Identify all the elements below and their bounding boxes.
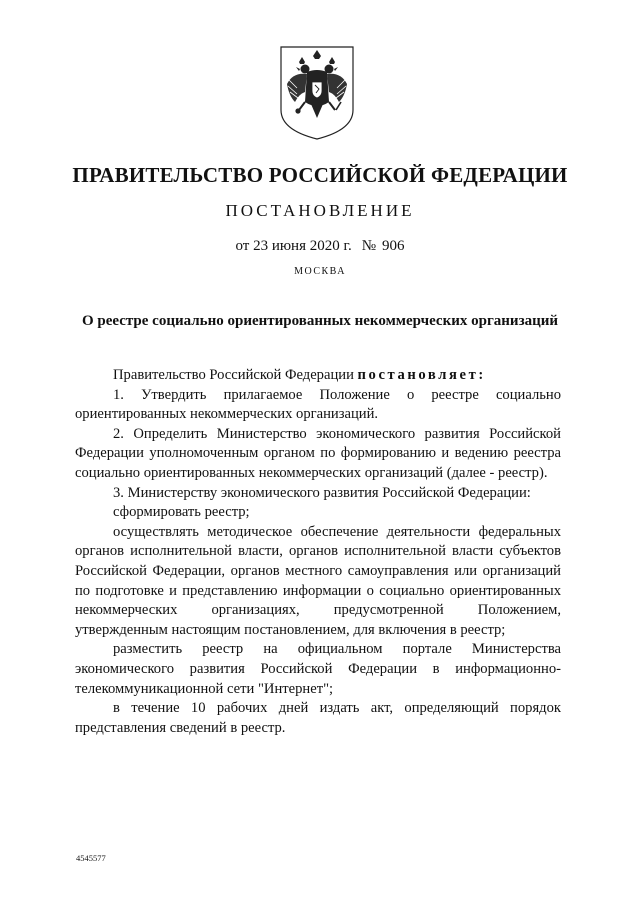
document-code: 4545577 [76,853,106,863]
document-type: ПОСТАНОВЛЕНИЕ [225,201,415,220]
paragraph-3-item-2: осуществлять методическое обеспечение деятельности федеральных органов исполнительной власти, органов исполнительной власти субъектов Российской Федерации, органов местного самоуправления или организаций по подготовке и представлению информации о социально ориентированных некоммерческих организациях, предусмотренной Положением, утвержденным настоящим постановлением, для включения в реестр; [75,523,561,638]
paragraph-3-item-4: в течение 10 рабочих дней издать акт, определяющий порядок представления сведений в реестр. [75,700,561,736]
intro-verb: постановляет: [357,367,486,383]
intro-paragraph [75,366,561,386]
government-heading: ПРАВИТЕЛЬСТВО РОССИЙСКОЙ ФЕДЕРАЦИИ [72,163,568,187]
number-sign: № [361,238,377,254]
paragraph-3: 3. Министерству экономического развития Российской Федерации: [113,484,531,501]
coat-of-arms-emblem [277,44,357,142]
document-title: О реестре социально ориентированных некоммерческих организаций [81,313,559,329]
document-body [75,366,561,738]
document-date: от 23 июня 2020 г. [235,238,352,254]
intro-prefix: Правительство Российской Федерации [113,367,354,383]
paragraph-3-item-1: сформировать реестр; [113,504,250,521]
paragraph-3-item-3: разместить реестр на официальном портале Министерства экономического развития Российской Федерации в информационно-телекоммуникационной сети "Интернет"; [75,641,561,697]
paragraph-1: 1. Утвердить прилагаемое Положение о реестре социально ориентированных некоммерческих организаций. [75,386,561,423]
document-number: 906 [382,238,405,254]
city-label: МОСКВА [294,266,346,277]
paragraph-2: 2. Определить Министерство экономического развития Российской Федерации уполномоченным органом по формированию и ведению реестра социально ориентированных некоммерческих организаций (далее - реестр). [75,425,561,481]
double-headed-eagle-icon [277,44,357,142]
date-number-line [0,238,640,255]
